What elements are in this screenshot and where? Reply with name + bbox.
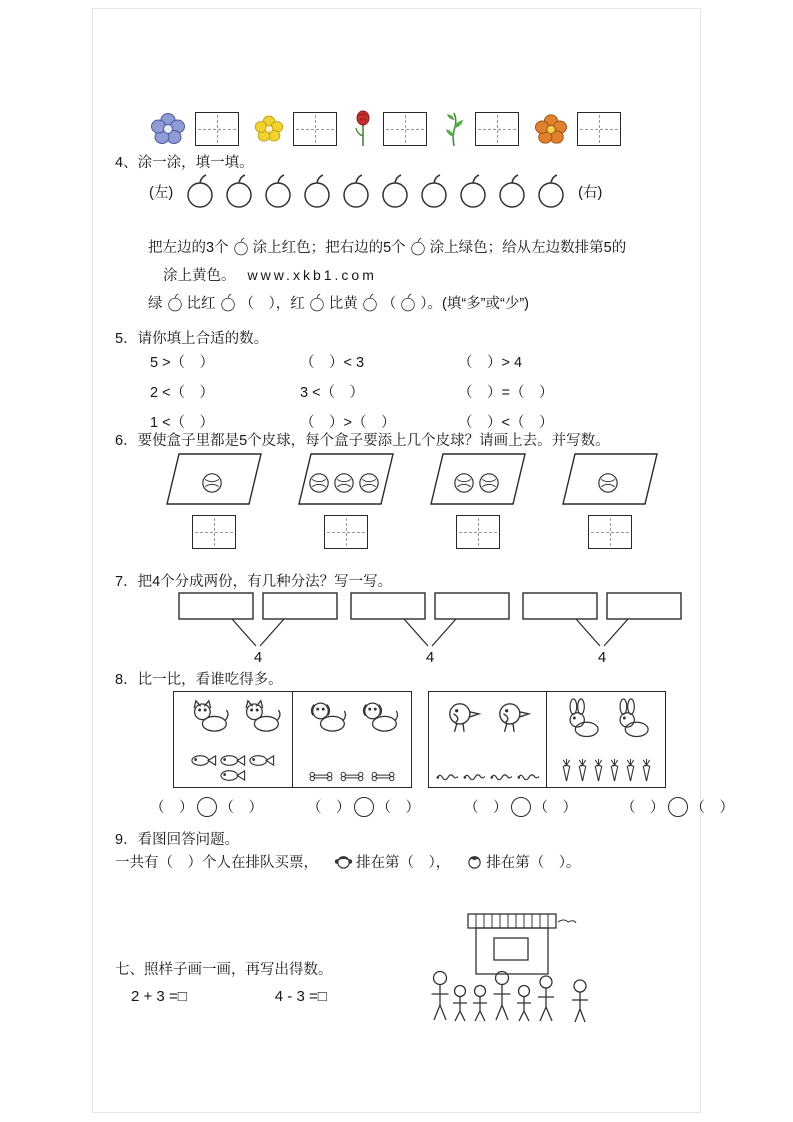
- apple-icon: [536, 173, 566, 209]
- comparison-answers: [150, 796, 734, 817]
- apple-counting-row: [146, 173, 605, 209]
- girl-icon: [334, 853, 353, 870]
- carrot-icon: [576, 758, 589, 782]
- yellow-flower-icon: [254, 114, 284, 144]
- watermark: www.xkb1.com: [247, 266, 377, 283]
- section-7-heading: 七、照样子画一画，再写出得数。: [115, 962, 333, 978]
- ball-icon: [333, 472, 355, 494]
- answer-blank: （ ）: [621, 800, 665, 816]
- ball-tray: [562, 452, 658, 506]
- bone-icon: [307, 771, 335, 782]
- apple-icon: [220, 293, 236, 312]
- apple-icon: [380, 173, 410, 209]
- ball-tray: [166, 452, 262, 506]
- rose-icon: [352, 110, 374, 148]
- compare-cell-rabbits: [546, 691, 666, 788]
- flower-tracing-row: [150, 110, 621, 148]
- compare-text: 比红: [186, 296, 216, 312]
- comparison-answer: [307, 796, 420, 817]
- instruction-line: [148, 236, 626, 257]
- carrot-icon: [624, 758, 637, 782]
- answer-grid: [324, 515, 368, 549]
- answer-blank: （ ）: [376, 800, 420, 816]
- inequality-cell: （ ）<（ ）: [458, 415, 554, 431]
- instruction-text: 涂上绿色；给从左边数排第5的: [429, 240, 627, 256]
- answer-blank: （ ）: [533, 800, 577, 816]
- apple-icon: [309, 293, 325, 312]
- ball-icon: [308, 472, 330, 494]
- question-7-heading: 7．把4个分成两份，有几种分法？写一写。: [115, 574, 393, 590]
- compare-text: ）。(填“多”或“少”): [420, 296, 529, 312]
- compare-circle: [197, 797, 217, 817]
- worm-icon: [462, 771, 486, 782]
- apple-icon: [341, 173, 371, 209]
- flower-grid-pair: [254, 112, 337, 146]
- ball-tray: [298, 452, 394, 506]
- ball-icon: [597, 472, 619, 494]
- compare-table: [173, 691, 412, 788]
- ball-icon: [453, 472, 475, 494]
- instruction-text: 涂上红色；把右边的5个: [252, 240, 406, 256]
- instruction-text: 涂上黄色。: [163, 268, 236, 284]
- cat-icon: [184, 698, 230, 733]
- worm-icon: [435, 771, 459, 782]
- flower-grid-pair: [150, 112, 239, 146]
- answer-grid: [192, 515, 236, 549]
- ball-tray-unit: [166, 452, 262, 549]
- fish-icon: [249, 754, 275, 767]
- inequality-cell: 3 <（ ）: [300, 385, 365, 401]
- compare-text: 比黄: [328, 296, 358, 312]
- boy-icon: [466, 853, 483, 870]
- sprout-icon: [442, 110, 466, 148]
- apple-icon: [224, 173, 254, 209]
- compare-cell-cats: [173, 691, 293, 788]
- sentence-text: 排在第（ ），: [356, 855, 451, 871]
- answer-blank: （ ）: [219, 800, 263, 816]
- rabbit-icon: [612, 698, 650, 738]
- compare-circle: [668, 797, 688, 817]
- answer-blank: （ ）: [690, 800, 734, 816]
- bird-icon: [444, 698, 482, 734]
- apple-icon: [419, 173, 449, 209]
- inequality-grid: [150, 351, 553, 432]
- apple-icon: [497, 173, 527, 209]
- apple-icon: [233, 237, 249, 256]
- question-9-sentence: [115, 851, 581, 872]
- bird-icon: [494, 698, 532, 734]
- equation: 4 - 3 =□: [274, 988, 327, 1005]
- writing-grid: [577, 112, 621, 146]
- writing-grid: [383, 112, 427, 146]
- fish-icon: [220, 754, 246, 767]
- carrot-icon: [560, 758, 573, 782]
- apple-icon: [302, 173, 332, 209]
- worm-icon: [516, 771, 540, 782]
- ball-icon: [201, 472, 223, 494]
- dog-icon: [304, 698, 348, 733]
- total-label: 4: [253, 649, 263, 666]
- inequality-cell: 1 <（ ）: [150, 415, 215, 431]
- inequality-cell: （ ）> 4: [458, 355, 523, 371]
- answer-grid: [456, 515, 500, 549]
- total-label: 4: [597, 649, 607, 666]
- sentence-text: 排在第（ ）。: [486, 855, 581, 871]
- apple-icon: [185, 173, 215, 209]
- decompose-row: [178, 592, 682, 666]
- question-9-heading: 9．看图回答问题。: [115, 832, 240, 848]
- decompose-box-group: [178, 592, 338, 666]
- inequality-cell: （ ）< 3: [300, 355, 365, 371]
- ball-tray: [430, 452, 526, 506]
- compare-cell-birds: [428, 691, 548, 788]
- flower-grid-pair: [442, 110, 519, 148]
- compare-text: 绿: [148, 296, 163, 312]
- bone-icon: [338, 771, 366, 782]
- ball-tray-unit: [298, 452, 394, 549]
- carrot-icon: [640, 758, 653, 782]
- comparison-answer: [621, 796, 734, 817]
- comparison-answer: [150, 796, 263, 817]
- apple-icon: [458, 173, 488, 209]
- inequality-cell: 2 <（ ）: [150, 385, 215, 401]
- answer-grid: [588, 515, 632, 549]
- compare-circle: [511, 797, 531, 817]
- question-5-heading: 5．请你填上合适的数。: [115, 331, 269, 347]
- decompose-boxes: [522, 592, 682, 648]
- decompose-box-group: [350, 592, 510, 666]
- carrot-icon: [608, 758, 621, 782]
- ball-icon: [478, 472, 500, 494]
- decompose-boxes: [350, 592, 510, 648]
- instruction-text: 把左边的3个: [148, 240, 229, 256]
- writing-grid: [475, 112, 519, 146]
- compare-circle: [354, 797, 374, 817]
- fish-icon: [220, 769, 246, 782]
- orange-flower-icon: [534, 113, 568, 146]
- ball-icon: [358, 472, 380, 494]
- decompose-boxes: [178, 592, 338, 648]
- inequality-cell: （ ）=（ ）: [458, 385, 554, 401]
- instruction-line: [163, 264, 377, 285]
- ball-tray-unit: [562, 452, 658, 549]
- purple-flower-icon: [150, 112, 186, 146]
- ticket-queue-scene: [418, 910, 608, 1025]
- question-8-heading: 8．比一比，看谁吃得多。: [115, 672, 283, 688]
- question-6-heading: 6．要使盒子里都是5个皮球，每个盒子要添上几个皮球？请画上去。并写数。: [115, 433, 610, 449]
- compare-cell-dogs: [292, 691, 412, 788]
- compare-table: [428, 691, 667, 788]
- apple-icon: [167, 293, 183, 312]
- comparison-answer: [464, 796, 577, 817]
- writing-grid: [195, 112, 239, 146]
- total-label: 4: [425, 649, 435, 666]
- fish-icon: [191, 754, 217, 767]
- compare-line: [148, 292, 529, 313]
- right-label: (右): [578, 184, 603, 201]
- answer-blank: （ ）: [307, 800, 351, 816]
- ball-tray-unit: [430, 452, 526, 549]
- question-4-heading: 4、涂一涂，填一填。: [115, 155, 254, 171]
- rabbit-icon: [562, 698, 600, 738]
- answer-blank: （ ）: [464, 800, 508, 816]
- decompose-box-group: [522, 592, 682, 666]
- carrot-icon: [592, 758, 605, 782]
- apple-icon: [263, 173, 293, 209]
- flower-grid-pair: [534, 112, 621, 146]
- writing-grid: [293, 112, 337, 146]
- cat-icon: [236, 698, 282, 733]
- sentence-text: 一共有（ ）个人在排队买票，: [115, 855, 318, 871]
- apple-icon: [400, 293, 416, 312]
- worm-icon: [489, 771, 513, 782]
- apple-icon: [362, 293, 378, 312]
- left-label: (左): [149, 184, 174, 201]
- compare-text: （: [381, 296, 397, 312]
- bone-icon: [369, 771, 397, 782]
- inequality-cell: （ ）>（ ）: [300, 415, 396, 431]
- equations-row: [131, 988, 327, 1005]
- dog-icon: [356, 698, 400, 733]
- answer-blank: （ ）: [150, 800, 194, 816]
- inequality-cell: 5 >（ ）: [150, 355, 215, 371]
- compare-text: （ ），红: [239, 296, 305, 312]
- comparison-tables: [173, 691, 666, 788]
- equation: 2 + 3 =□: [131, 988, 187, 1005]
- apple-icon: [410, 237, 426, 256]
- flower-grid-pair: [352, 110, 427, 148]
- ball-tray-row: [166, 452, 658, 549]
